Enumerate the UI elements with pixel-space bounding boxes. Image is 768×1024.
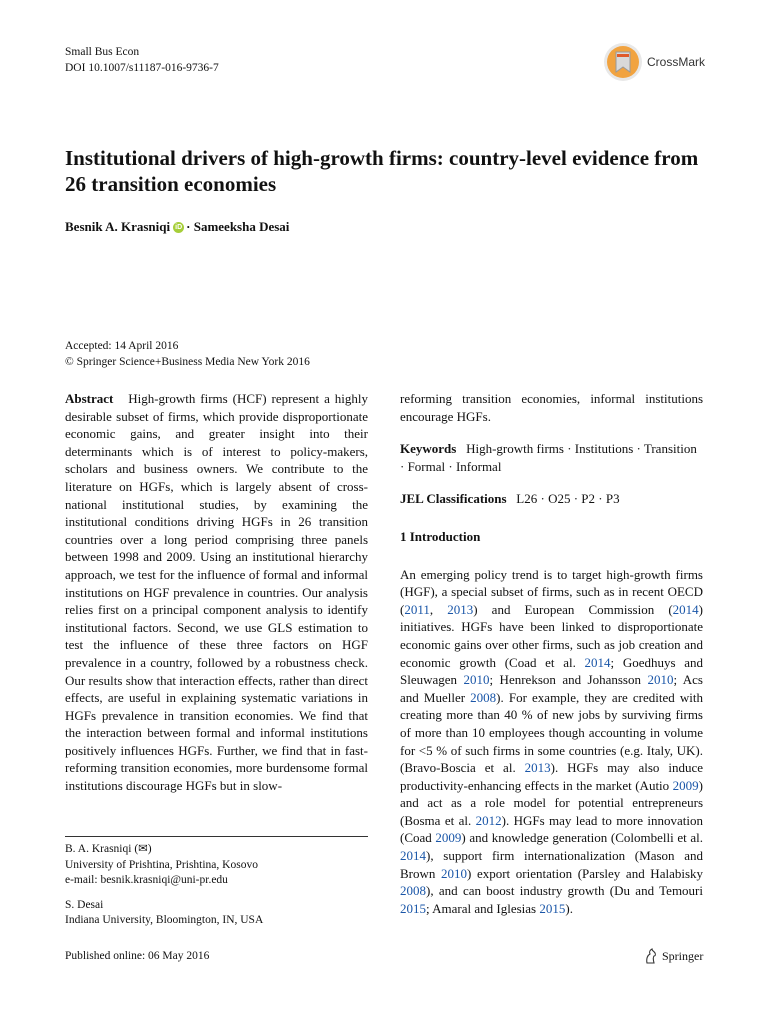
author-2[interactable]: Sameeksha Desai: [193, 219, 290, 234]
section-heading: 1 Introduction: [400, 528, 481, 544]
affiliation-1-email[interactable]: e-mail: besnik.krasniqi@uni-pr.edu: [65, 874, 228, 886]
springer-logo: [644, 948, 703, 964]
abstract-label: Abstract: [65, 391, 114, 406]
citation-link[interactable]: 2012: [475, 812, 502, 828]
crossmark-badge[interactable]: [603, 42, 705, 82]
keywords-label: Keywords: [400, 441, 457, 457]
crossmark-label: CrossMark: [647, 55, 706, 69]
intro-text: ; Goedhuys and Sleuwagen: [400, 654, 703, 688]
author-separator: ·: [186, 219, 191, 234]
doi[interactable]: DOI 10.1007/s11187-016-9736-7: [65, 62, 219, 74]
right-column: [400, 390, 703, 917]
accepted-date: Accepted: 14 April 2016: [65, 340, 179, 352]
springer-label: Springer: [662, 948, 704, 963]
left-column: [65, 390, 368, 795]
affiliations: [65, 842, 368, 929]
affiliation-2-name: S. Desai: [65, 898, 104, 911]
affiliation-2-institution: Indiana University, Bloomington, IN, USA: [65, 914, 264, 926]
footnote-divider: [65, 836, 368, 837]
citation-link[interactable]: 2015: [400, 900, 426, 916]
intro-text: ,: [429, 601, 448, 617]
intro-paragraph: [400, 566, 703, 918]
intro-text: ; Amaral and Iglesias: [426, 900, 540, 916]
abstract: [65, 390, 368, 795]
citation-link[interactable]: 2009: [672, 777, 699, 793]
citation-link[interactable]: 2008: [400, 883, 426, 899]
citation-link[interactable]: 2015: [539, 900, 566, 916]
intro-text: ). HGFs may lead to more innovation (Coad: [400, 812, 703, 846]
citation-link[interactable]: 2008: [470, 689, 497, 705]
intro-text: ) export orientation (Parsley and Halabisky: [467, 865, 704, 881]
author-line: [65, 219, 289, 235]
citation-link[interactable]: 2010: [647, 672, 674, 688]
intro-text: ) and act as a role model for potential entrepreneurs (Bosma et al.: [400, 777, 703, 828]
affiliation-1-name: B. A. Krasniqi (✉): [65, 843, 152, 855]
paper-title: Institutional drivers of high-growth firms: country-level evidence from 26 transition economies: [65, 146, 699, 196]
orcid-icon[interactable]: iD: [175, 223, 183, 231]
citation-link[interactable]: 2010: [441, 865, 468, 881]
intro-text: ; Acs and Mueller: [400, 672, 703, 705]
intro-text: ), support firm internationalization (Mason and Brown: [400, 848, 703, 881]
keywords-text: High-growth firms · Institutions · Transition · Formal · Informal: [400, 441, 697, 474]
citation-link[interactable]: 2013: [447, 601, 474, 617]
citation-link[interactable]: 2009: [435, 830, 462, 846]
intro-text: ) initiatives. HGFs have been linked to disproportionate economic gains over other firms, such as job creation and economic growth (Coad et al.: [400, 601, 703, 670]
intro-text: ), and can boost industry growth (Du and Temouri: [426, 883, 703, 899]
copyright-line: © Springer Science+Business Media New York 2016: [65, 356, 310, 368]
keywords: [400, 440, 703, 475]
springer-horse-icon: [644, 948, 658, 964]
citation-link[interactable]: 2014: [400, 848, 426, 864]
citation-link[interactable]: 2014: [584, 654, 611, 670]
intro-text: ). For example, they are credited with creating more than 40 % of new jobs by surviving firms of more than 10 employees though accounting in volume for <5 % of such firms in some countries (e.g. Italy, UK). (Bravo-Boscia et al.: [400, 689, 703, 776]
abstract-text-left: High-growth firms (HCF) represent a highly desirable subset of firms, which provide disproportionate economic gains, and greater insight into their determinants which is of interest to policy-makers, scholars and business owners. We contribute to the literature on HGFs, which is largely absent of cross-national institutional studies, by examining the institutional conditions driving HGFs in 26 transition countries over a long period comprising three panels between 1998 and 2009. Using an institutional hierarchy approach, we test for the influence of formal and informal institutions on HGF prevalence in countries. Our analysis relies first on a principal component analysis to identify institutional factors. Second, we use GLS estimation to test the influence of these three factors on HGF prevalence in a country, followed by a robustness check. Our results show that interaction effects, rather than direct effects, are useful in explaining systematic variations in HGFs prevalence in transition economies. We find that the interaction between formal and informal institutions positively influences HGFs. Further, we find that in fast-reforming transition economies, more burdensome formal institutions discourage HGFs but in slow-: [65, 391, 369, 794]
citation-link[interactable]: 2011: [404, 601, 430, 617]
citation-link[interactable]: 2013: [524, 760, 551, 776]
intro-text: ) and knowledge generation (Colombelli et al.: [461, 830, 703, 846]
intro-text: An emerging policy trend is to target high-growth firms (HGF), a special subset of firms, such as in recent OECD (: [400, 566, 703, 617]
journal-name: Small Bus Econ: [65, 46, 140, 58]
intro-text: ) and European Commission (: [473, 601, 673, 617]
citation-link[interactable]: 2010: [463, 672, 490, 688]
abstract-continued: reforming transition economies, informal institutions encourage HGFs.: [400, 391, 703, 424]
author-1[interactable]: Besnik A. Krasniqi: [65, 219, 171, 234]
jel-text: L26 · O25 · P2 · P3: [516, 491, 620, 507]
jel-label: JEL Classifications: [400, 491, 507, 507]
intro-text: ).: [565, 900, 573, 916]
crossmark-icon: [603, 42, 643, 82]
jel-classifications: [400, 490, 703, 508]
intro-text: ). HGFs may also induce productivity-enhancing effects in the market (Autio: [400, 760, 704, 793]
citation-link[interactable]: 2014: [672, 601, 699, 617]
affiliation-1-institution: University of Prishtina, Prishtina, Kosovo: [65, 858, 258, 871]
running-header: [65, 44, 219, 76]
intro-text: ; Henrekson and Johansson: [489, 672, 648, 688]
published-online: Published online: 06 May 2016: [65, 950, 210, 962]
article-dates: [65, 338, 310, 370]
